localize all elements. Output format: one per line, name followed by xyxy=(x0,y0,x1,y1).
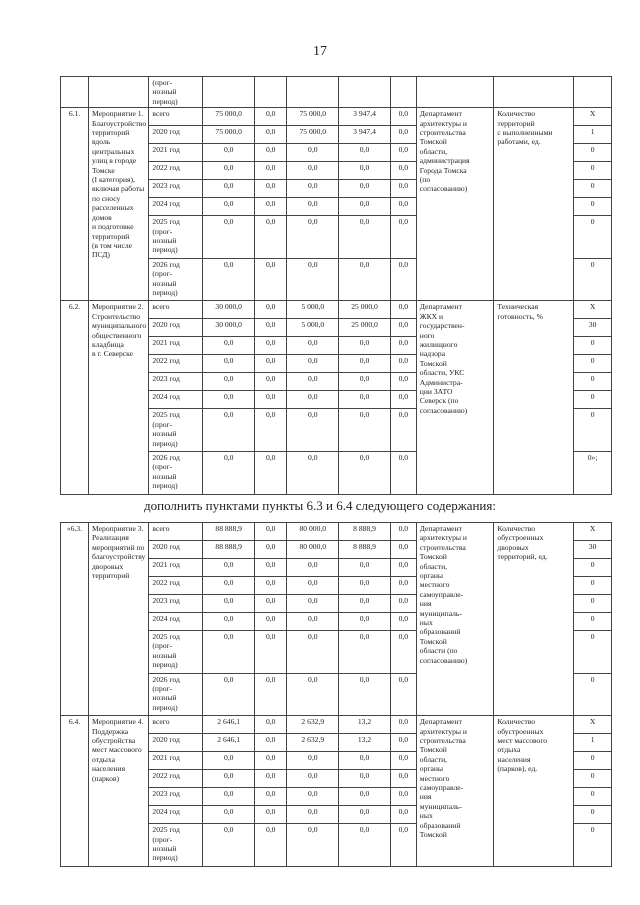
regional-amount: 0,0 xyxy=(287,391,339,409)
extra-amount: 0,0 xyxy=(390,824,416,867)
federal-amount: 0,0 xyxy=(255,162,287,180)
period-cell: 2022 год xyxy=(149,770,203,788)
indicator-value: 0 xyxy=(574,258,612,301)
regional-amount: 80 000,0 xyxy=(287,541,339,559)
local-amount: 0,0 xyxy=(339,409,391,452)
local-amount: 3 947,4 xyxy=(339,126,391,144)
local-amount: 0,0 xyxy=(339,198,391,216)
item-indicator: Количество обустроенных мест массового отдыха населения (парков), ед. xyxy=(494,716,574,867)
regional-amount: 0,0 xyxy=(287,144,339,162)
item-name: Мероприятие 2. Строительство муниципального общественного кладбища в г. Северске xyxy=(89,301,149,494)
indicator-value: 30 xyxy=(574,541,612,559)
total-amount: 0,0 xyxy=(203,577,255,595)
period-cell: 2022 год xyxy=(149,577,203,595)
indicator-value: 0 xyxy=(574,559,612,577)
period-cell: 2025 год (прог- нозный период) xyxy=(149,409,203,452)
item-index: 6.4. xyxy=(61,716,89,867)
indicator-value: 30 xyxy=(574,319,612,337)
indicator-value: 0 xyxy=(574,180,612,198)
local-amount: 0,0 xyxy=(339,355,391,373)
total-amount: 75 000,0 xyxy=(203,126,255,144)
indicator-value: X xyxy=(574,716,612,734)
local-amount: 0,0 xyxy=(339,337,391,355)
amount-cell xyxy=(339,77,391,108)
extra-amount: 0,0 xyxy=(390,337,416,355)
indicator-value: 1 xyxy=(574,126,612,144)
federal-amount: 0,0 xyxy=(255,541,287,559)
total-amount: 2 646,1 xyxy=(203,716,255,734)
regional-amount: 0,0 xyxy=(287,452,339,495)
federal-amount: 0,0 xyxy=(255,355,287,373)
indicator-value: 0 xyxy=(574,613,612,631)
period-cell: 2026 год (прог- нозный период) xyxy=(149,673,203,716)
table-row xyxy=(61,301,612,319)
federal-amount: 0,0 xyxy=(255,577,287,595)
extra-amount: 0,0 xyxy=(390,391,416,409)
amount-cell xyxy=(203,77,255,108)
extra-amount: 0,0 xyxy=(390,216,416,259)
amount-cell xyxy=(390,77,416,108)
federal-amount: 0,0 xyxy=(255,452,287,495)
indicator-value: 0»; xyxy=(574,452,612,495)
local-amount: 0,0 xyxy=(339,770,391,788)
local-amount: 0,0 xyxy=(339,162,391,180)
extra-amount: 0,0 xyxy=(390,770,416,788)
total-amount: 0,0 xyxy=(203,409,255,452)
indicator-value: 0 xyxy=(574,337,612,355)
total-amount: 0,0 xyxy=(203,631,255,674)
period-cell: 2024 год xyxy=(149,806,203,824)
extra-amount: 0,0 xyxy=(390,180,416,198)
total-amount: 0,0 xyxy=(203,806,255,824)
table-row xyxy=(61,108,612,126)
indicator-value: X xyxy=(574,301,612,319)
federal-amount: 0,0 xyxy=(255,198,287,216)
period-cell: 2024 год xyxy=(149,198,203,216)
total-amount: 0,0 xyxy=(203,337,255,355)
total-amount: 0,0 xyxy=(203,216,255,259)
indicator-value: 0 xyxy=(574,788,612,806)
local-amount: 8 888,9 xyxy=(339,541,391,559)
total-amount: 0,0 xyxy=(203,180,255,198)
indicator-value: 0 xyxy=(574,824,612,867)
indicator-value: 0 xyxy=(574,198,612,216)
local-amount: 0,0 xyxy=(339,595,391,613)
regional-amount: 0,0 xyxy=(287,806,339,824)
local-amount: 0,0 xyxy=(339,824,391,867)
federal-amount: 0,0 xyxy=(255,319,287,337)
total-amount: 75 000,0 xyxy=(203,108,255,126)
regional-amount: 5 000,0 xyxy=(287,319,339,337)
total-amount: 0,0 xyxy=(203,595,255,613)
federal-amount: 0,0 xyxy=(255,180,287,198)
federal-amount: 0,0 xyxy=(255,301,287,319)
period-cell: 2023 год xyxy=(149,788,203,806)
item-index: «6.3. xyxy=(61,523,89,716)
local-amount: 0,0 xyxy=(339,559,391,577)
total-amount: 2 646,1 xyxy=(203,734,255,752)
federal-amount: 0,0 xyxy=(255,126,287,144)
item-index: 6.1. xyxy=(61,108,89,301)
local-amount: 0,0 xyxy=(339,613,391,631)
indicator-value: 0 xyxy=(574,162,612,180)
total-amount: 30 000,0 xyxy=(203,301,255,319)
amount-cell xyxy=(255,77,287,108)
regional-amount: 0,0 xyxy=(287,673,339,716)
extra-amount: 0,0 xyxy=(390,373,416,391)
extra-amount: 0,0 xyxy=(390,126,416,144)
regional-amount: 2 632,9 xyxy=(287,734,339,752)
local-amount: 0,0 xyxy=(339,673,391,716)
federal-amount: 0,0 xyxy=(255,391,287,409)
period-cell: 2020 год xyxy=(149,319,203,337)
federal-amount: 0,0 xyxy=(255,409,287,452)
regional-amount: 0,0 xyxy=(287,409,339,452)
period-cell: 2021 год xyxy=(149,752,203,770)
item-indicator: Техническая готовность, % xyxy=(494,301,574,494)
indicator-value: 0 xyxy=(574,577,612,595)
indicator-value: 0 xyxy=(574,770,612,788)
federal-amount: 0,0 xyxy=(255,673,287,716)
federal-amount: 0,0 xyxy=(255,752,287,770)
period-cell: 2022 год xyxy=(149,355,203,373)
local-amount: 0,0 xyxy=(339,577,391,595)
period-cell: 2025 год (прог- нозный период) xyxy=(149,824,203,867)
local-amount: 25 000,0 xyxy=(339,301,391,319)
table-row xyxy=(61,716,612,734)
extra-amount: 0,0 xyxy=(390,319,416,337)
extra-amount: 0,0 xyxy=(390,541,416,559)
extra-amount: 0,0 xyxy=(390,355,416,373)
program-table-continuation xyxy=(60,76,612,495)
local-amount: 0,0 xyxy=(339,452,391,495)
total-amount: 0,0 xyxy=(203,559,255,577)
local-amount: 13,2 xyxy=(339,734,391,752)
extra-amount: 0,0 xyxy=(390,301,416,319)
item-indicator: Количество обустроенных дворовых территорий, ед. xyxy=(494,523,574,716)
indicator-value: 0 xyxy=(574,673,612,716)
period-cell: 2021 год xyxy=(149,144,203,162)
local-amount: 0,0 xyxy=(339,216,391,259)
regional-amount: 75 000,0 xyxy=(287,126,339,144)
regional-amount: 2 632,9 xyxy=(287,716,339,734)
index-cell xyxy=(61,77,89,108)
indicator-value: 0 xyxy=(574,216,612,259)
name-cell xyxy=(89,77,149,108)
amendment-paragraph: дополнить пунктами пункты 6.3 и 6.4 следующего содержания: xyxy=(144,498,496,513)
period-cell: 2021 год xyxy=(149,337,203,355)
local-amount: 25 000,0 xyxy=(339,319,391,337)
period-cell: 2026 год (прог- нозный период) xyxy=(149,258,203,301)
item-name: Мероприятие 3. Реализация мероприятий по благоустройству дворовых территорий xyxy=(89,523,149,716)
federal-amount: 0,0 xyxy=(255,337,287,355)
regional-amount: 0,0 xyxy=(287,788,339,806)
extra-amount: 0,0 xyxy=(390,198,416,216)
local-amount: 0,0 xyxy=(339,391,391,409)
federal-amount: 0,0 xyxy=(255,108,287,126)
federal-amount: 0,0 xyxy=(255,824,287,867)
regional-amount: 0,0 xyxy=(287,162,339,180)
period-cell: всего xyxy=(149,716,203,734)
regional-amount: 5 000,0 xyxy=(287,301,339,319)
regional-amount: 0,0 xyxy=(287,258,339,301)
indicator-value: 0 xyxy=(574,806,612,824)
federal-amount: 0,0 xyxy=(255,770,287,788)
period-cell: 2026 год (прог- нозный период) xyxy=(149,452,203,495)
table-row xyxy=(61,77,612,108)
federal-amount: 0,0 xyxy=(255,258,287,301)
extra-amount: 0,0 xyxy=(390,108,416,126)
indicator-value: 0 xyxy=(574,144,612,162)
indicator-value: X xyxy=(574,108,612,126)
indicator-value: 0 xyxy=(574,391,612,409)
total-amount: 0,0 xyxy=(203,673,255,716)
total-amount: 0,0 xyxy=(203,770,255,788)
indicator-value: X xyxy=(574,523,612,541)
local-amount: 0,0 xyxy=(339,180,391,198)
federal-amount: 0,0 xyxy=(255,373,287,391)
regional-amount: 0,0 xyxy=(287,198,339,216)
regional-amount: 0,0 xyxy=(287,770,339,788)
extra-amount: 0,0 xyxy=(390,409,416,452)
extra-amount: 0,0 xyxy=(390,144,416,162)
federal-amount: 0,0 xyxy=(255,144,287,162)
federal-amount: 0,0 xyxy=(255,595,287,613)
local-amount: 0,0 xyxy=(339,144,391,162)
period-cell: 2024 год xyxy=(149,391,203,409)
period-cell: 2025 год (прог- нозный период) xyxy=(149,631,203,674)
regional-amount: 0,0 xyxy=(287,613,339,631)
extra-amount: 0,0 xyxy=(390,631,416,674)
regional-amount: 80 000,0 xyxy=(287,523,339,541)
indicator-value: 0 xyxy=(574,595,612,613)
regional-amount: 0,0 xyxy=(287,824,339,867)
federal-amount: 0,0 xyxy=(255,788,287,806)
indicator-value: 1 xyxy=(574,734,612,752)
federal-amount: 0,0 xyxy=(255,806,287,824)
regional-amount: 0,0 xyxy=(287,355,339,373)
item-executor: Департамент ЖКХ и государствен- ного жилищного надзора Томской области, УКС Администра- ции ЗАТО Северск (по согласованию) xyxy=(416,301,494,494)
extra-amount: 0,0 xyxy=(390,788,416,806)
regional-amount: 75 000,0 xyxy=(287,108,339,126)
federal-amount: 0,0 xyxy=(255,734,287,752)
total-amount: 0,0 xyxy=(203,198,255,216)
period-cell: 2022 год xyxy=(149,162,203,180)
item-index: 6.2. xyxy=(61,301,89,494)
total-amount: 0,0 xyxy=(203,824,255,867)
item-executor: Департамент архитектуры и строительства Томской области, администрация Города Томска (по согласованию) xyxy=(416,108,494,301)
indicator-value: 0 xyxy=(574,631,612,674)
total-amount: 0,0 xyxy=(203,752,255,770)
extra-amount: 0,0 xyxy=(390,162,416,180)
federal-amount: 0,0 xyxy=(255,523,287,541)
federal-amount: 0,0 xyxy=(255,631,287,674)
regional-amount: 0,0 xyxy=(287,216,339,259)
total-amount: 0,0 xyxy=(203,452,255,495)
local-amount: 0,0 xyxy=(339,258,391,301)
local-amount: 0,0 xyxy=(339,806,391,824)
item-name: Мероприятие 1. Благоустройство территорий вдоль центральных улиц в городе Томске (I категория), включая работы по сносу расселенных домов и подготовке территорий (в том числе ПСД) xyxy=(89,108,149,301)
local-amount: 0,0 xyxy=(339,631,391,674)
local-amount: 0,0 xyxy=(339,788,391,806)
total-amount: 0,0 xyxy=(203,391,255,409)
local-amount: 0,0 xyxy=(339,373,391,391)
period-cell: 2023 год xyxy=(149,373,203,391)
extra-amount: 0,0 xyxy=(390,716,416,734)
extra-amount: 0,0 xyxy=(390,452,416,495)
indicator-name-cell xyxy=(494,77,574,108)
regional-amount: 0,0 xyxy=(287,577,339,595)
item-executor: Департамент архитектуры и строительства Томской области, органы местного самоуправле- ния муниципаль- ных образований Томской области (по согласованию) xyxy=(416,523,494,716)
indicator-value-cell xyxy=(574,77,612,108)
item-executor: Департамент архитектуры и строительства Томской области, органы местного самоуправле- ния муниципаль- ных образований Томской xyxy=(416,716,494,867)
local-amount: 8 888,9 xyxy=(339,523,391,541)
period-cell: всего xyxy=(149,301,203,319)
page-number: 17 xyxy=(313,44,327,59)
indicator-value: 0 xyxy=(574,355,612,373)
regional-amount: 0,0 xyxy=(287,373,339,391)
period-cell: (прог- нозный период) xyxy=(149,77,203,108)
period-cell: 2023 год xyxy=(149,180,203,198)
indicator-value: 0 xyxy=(574,373,612,391)
indicator-value: 0 xyxy=(574,752,612,770)
total-amount: 88 888,9 xyxy=(203,541,255,559)
extra-amount: 0,0 xyxy=(390,806,416,824)
extra-amount: 0,0 xyxy=(390,595,416,613)
table-row xyxy=(61,523,612,541)
regional-amount: 0,0 xyxy=(287,337,339,355)
total-amount: 88 888,9 xyxy=(203,523,255,541)
regional-amount: 0,0 xyxy=(287,631,339,674)
total-amount: 0,0 xyxy=(203,258,255,301)
indicator-value: 0 xyxy=(574,409,612,452)
extra-amount: 0,0 xyxy=(390,258,416,301)
period-cell: 2020 год xyxy=(149,126,203,144)
total-amount: 0,0 xyxy=(203,613,255,631)
local-amount: 0,0 xyxy=(339,752,391,770)
total-amount: 0,0 xyxy=(203,788,255,806)
amount-cell xyxy=(287,77,339,108)
period-cell: всего xyxy=(149,523,203,541)
regional-amount: 0,0 xyxy=(287,752,339,770)
extra-amount: 0,0 xyxy=(390,559,416,577)
total-amount: 0,0 xyxy=(203,162,255,180)
period-cell: 2020 год xyxy=(149,541,203,559)
federal-amount: 0,0 xyxy=(255,716,287,734)
extra-amount: 0,0 xyxy=(390,577,416,595)
total-amount: 0,0 xyxy=(203,373,255,391)
local-amount: 13,2 xyxy=(339,716,391,734)
period-cell: 2024 год xyxy=(149,613,203,631)
federal-amount: 0,0 xyxy=(255,559,287,577)
regional-amount: 0,0 xyxy=(287,595,339,613)
total-amount: 30 000,0 xyxy=(203,319,255,337)
period-cell: 2023 год xyxy=(149,595,203,613)
regional-amount: 0,0 xyxy=(287,180,339,198)
period-cell: 2025 год (прог- нозный период) xyxy=(149,216,203,259)
program-table-addition xyxy=(60,522,612,867)
item-indicator: Количество территорий с выполненными работами, ед. xyxy=(494,108,574,301)
item-name: Мероприятие 4. Поддержка обустройства мест массового отдыха населения (парков) xyxy=(89,716,149,867)
extra-amount: 0,0 xyxy=(390,752,416,770)
extra-amount: 0,0 xyxy=(390,734,416,752)
executor-cell xyxy=(416,77,494,108)
local-amount: 3 947,4 xyxy=(339,108,391,126)
federal-amount: 0,0 xyxy=(255,613,287,631)
total-amount: 0,0 xyxy=(203,144,255,162)
period-cell: 2021 год xyxy=(149,559,203,577)
extra-amount: 0,0 xyxy=(390,523,416,541)
period-cell: всего xyxy=(149,108,203,126)
extra-amount: 0,0 xyxy=(390,673,416,716)
regional-amount: 0,0 xyxy=(287,559,339,577)
federal-amount: 0,0 xyxy=(255,216,287,259)
extra-amount: 0,0 xyxy=(390,613,416,631)
total-amount: 0,0 xyxy=(203,355,255,373)
period-cell: 2020 год xyxy=(149,734,203,752)
